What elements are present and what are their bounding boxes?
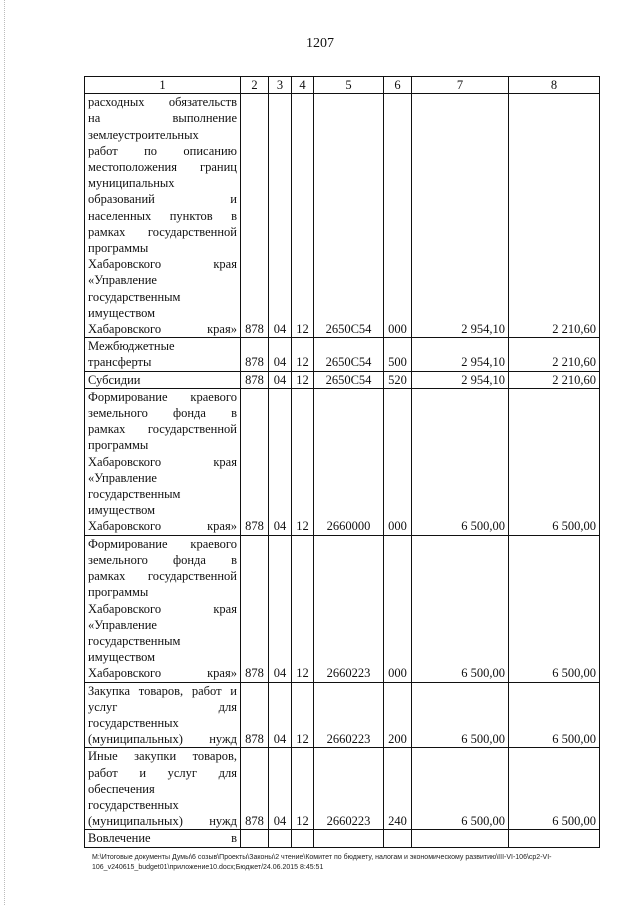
cell-c4 <box>292 830 314 847</box>
cell-c4: 12 <box>292 371 314 388</box>
row-name-line: образований и <box>88 192 237 207</box>
row-name-line: программы <box>88 438 149 453</box>
cell-c5: 2660000 <box>314 388 384 535</box>
cell-c2 <box>241 830 269 847</box>
cell-c7 <box>412 830 509 847</box>
header-cell-7: 7 <box>412 77 509 94</box>
row-name-line: Хабаровского края» <box>88 666 237 681</box>
table-row <box>85 371 600 388</box>
row-name-line: государственных <box>88 797 179 812</box>
cell-c2: 878 <box>241 748 269 830</box>
cell-c8: 6 500,00 <box>509 388 600 535</box>
cell-c8: 2 210,60 <box>509 338 600 371</box>
page-number: 1207 <box>306 36 334 51</box>
cell-c5: 2650С54 <box>314 338 384 371</box>
row-name-line: «Управление <box>88 617 157 632</box>
cell-c3 <box>269 830 292 847</box>
cell-c2: 878 <box>241 388 269 535</box>
cell-c7: 6 500,00 <box>412 682 509 748</box>
cell-c2: 878 <box>241 94 269 338</box>
cell-c7: 6 500,00 <box>412 748 509 830</box>
cell-c6 <box>384 830 412 847</box>
cell-c8: 6 500,00 <box>509 748 600 830</box>
table-row <box>85 535 600 682</box>
row-name-line: Закупка товаров, работ и <box>88 683 237 698</box>
table-row <box>85 94 600 338</box>
cell-c5: 2650С54 <box>314 94 384 338</box>
cell-c4: 12 <box>292 388 314 535</box>
cell-c7: 2 954,10 <box>412 94 509 338</box>
row-name-line: Формирование краевого <box>88 389 237 404</box>
row-name-line: рамках государственной <box>88 224 237 239</box>
cell-c5: 2660223 <box>314 682 384 748</box>
cell-c3: 04 <box>269 371 292 388</box>
cell-c3: 04 <box>269 338 292 371</box>
cell-c6: 240 <box>384 748 412 830</box>
cell-c4: 12 <box>292 338 314 371</box>
row-name-cell <box>85 338 241 371</box>
row-name-line: обеспечения <box>88 781 155 796</box>
row-name-line: работ и услуг для <box>88 765 237 780</box>
cell-c8 <box>509 830 600 847</box>
row-name-line: населенных пунктов в <box>88 208 237 223</box>
cell-c2: 878 <box>241 338 269 371</box>
scan-edge <box>4 0 6 905</box>
row-name-line: рамках государственной <box>88 422 237 437</box>
cell-c3: 04 <box>269 535 292 682</box>
cell-c2: 878 <box>241 682 269 748</box>
row-name-line: государственным <box>88 487 181 502</box>
row-name-line: государственных <box>88 715 179 730</box>
header-cell-6: 6 <box>384 77 412 94</box>
row-name-cell <box>85 371 241 388</box>
row-name-line: Формирование краевого <box>88 536 237 551</box>
header-cell-8: 8 <box>509 77 600 94</box>
row-name-line: имуществом <box>88 305 156 320</box>
row-name-line: на выполнение <box>88 111 237 126</box>
row-name-line: трансферты <box>88 355 152 370</box>
row-name-line: Субсидии <box>88 372 141 387</box>
row-name-line: Хабаровского края <box>88 257 237 272</box>
row-name-line: «Управление <box>88 273 157 288</box>
cell-c6: 000 <box>384 94 412 338</box>
row-name-cell <box>85 388 241 535</box>
row-name-line: программы <box>88 585 149 600</box>
cell-c2: 878 <box>241 371 269 388</box>
cell-c8: 6 500,00 <box>509 535 600 682</box>
cell-c5: 2650С54 <box>314 371 384 388</box>
row-name-line: (муниципальных) нужд <box>88 814 237 829</box>
header-cell-4: 4 <box>292 77 314 94</box>
table-row <box>85 682 600 748</box>
cell-c6: 200 <box>384 682 412 748</box>
footer-file-path: М:\Итоговые документы Думы\6 созыв\Проекты\Законы\2 чтение\Комитет по бюджету, налогам и экономическому развитию\III-VI-106\ср2-VI-106_v240615_budget01\приложение10.docx;Бюджет/24.06.2015 8:45:51 <box>92 854 552 871</box>
row-name-line: Хабаровского края <box>88 601 237 616</box>
table-row <box>85 830 600 847</box>
cell-c5: 2660223 <box>314 535 384 682</box>
row-name-line: Иные закупки товаров, <box>88 749 237 764</box>
row-name-line: Хабаровского края» <box>88 519 237 534</box>
row-name-cell <box>85 748 241 830</box>
row-name-line: рамках государственной <box>88 569 237 584</box>
cell-c4: 12 <box>292 682 314 748</box>
row-name-line: расходных обязательств <box>88 95 237 110</box>
cell-c7: 2 954,10 <box>412 338 509 371</box>
cell-c4: 12 <box>292 535 314 682</box>
row-name-line: имуществом <box>88 650 156 665</box>
table-row <box>85 388 600 535</box>
row-name-line: имуществом <box>88 503 156 518</box>
cell-c8: 2 210,60 <box>509 94 600 338</box>
row-name-cell <box>85 682 241 748</box>
row-name-line: Хабаровского края <box>88 454 237 469</box>
row-name-line: услуг для <box>88 699 237 714</box>
header-cell-3: 3 <box>269 77 292 94</box>
row-name-line: (муниципальных) нужд <box>88 732 237 747</box>
cell-c7: 2 954,10 <box>412 371 509 388</box>
cell-c6: 000 <box>384 388 412 535</box>
row-name-line: Вовлечение в <box>88 831 237 846</box>
cell-c3: 04 <box>269 94 292 338</box>
table-row <box>85 338 600 371</box>
cell-c7: 6 500,00 <box>412 388 509 535</box>
cell-c5: 2660223 <box>314 748 384 830</box>
row-name-line: муниципальных <box>88 176 175 191</box>
cell-c3: 04 <box>269 388 292 535</box>
row-name-line: земельного фонда в <box>88 552 237 567</box>
row-name-line: местоположения границ <box>88 160 237 175</box>
budget-table <box>84 76 600 848</box>
cell-c8: 6 500,00 <box>509 682 600 748</box>
row-name-cell <box>85 535 241 682</box>
cell-c2: 878 <box>241 535 269 682</box>
row-name-line: работ по описанию <box>88 143 237 158</box>
cell-c6: 000 <box>384 535 412 682</box>
cell-c4: 12 <box>292 94 314 338</box>
table-row <box>85 748 600 830</box>
cell-c6: 500 <box>384 338 412 371</box>
cell-c5 <box>314 830 384 847</box>
cell-c6: 520 <box>384 371 412 388</box>
row-name-line: земельного фонда в <box>88 406 237 421</box>
row-name-cell <box>85 830 241 847</box>
row-name-line: Хабаровского края» <box>88 322 237 337</box>
row-name-cell <box>85 94 241 338</box>
row-name-line: землеустроительных <box>88 127 199 142</box>
cell-c4: 12 <box>292 748 314 830</box>
row-name-line: Межбюджетные <box>88 339 175 354</box>
header-cell-1: 1 <box>85 77 241 94</box>
cell-c7: 6 500,00 <box>412 535 509 682</box>
row-name-line: государственным <box>88 633 181 648</box>
header-row <box>85 77 600 94</box>
cell-c3: 04 <box>269 748 292 830</box>
cell-c8: 2 210,60 <box>509 371 600 388</box>
header-cell-2: 2 <box>241 77 269 94</box>
row-name-line: программы <box>88 241 149 256</box>
row-name-line: государственным <box>88 289 181 304</box>
cell-c3: 04 <box>269 682 292 748</box>
row-name-line: «Управление <box>88 470 157 485</box>
header-cell-5: 5 <box>314 77 384 94</box>
